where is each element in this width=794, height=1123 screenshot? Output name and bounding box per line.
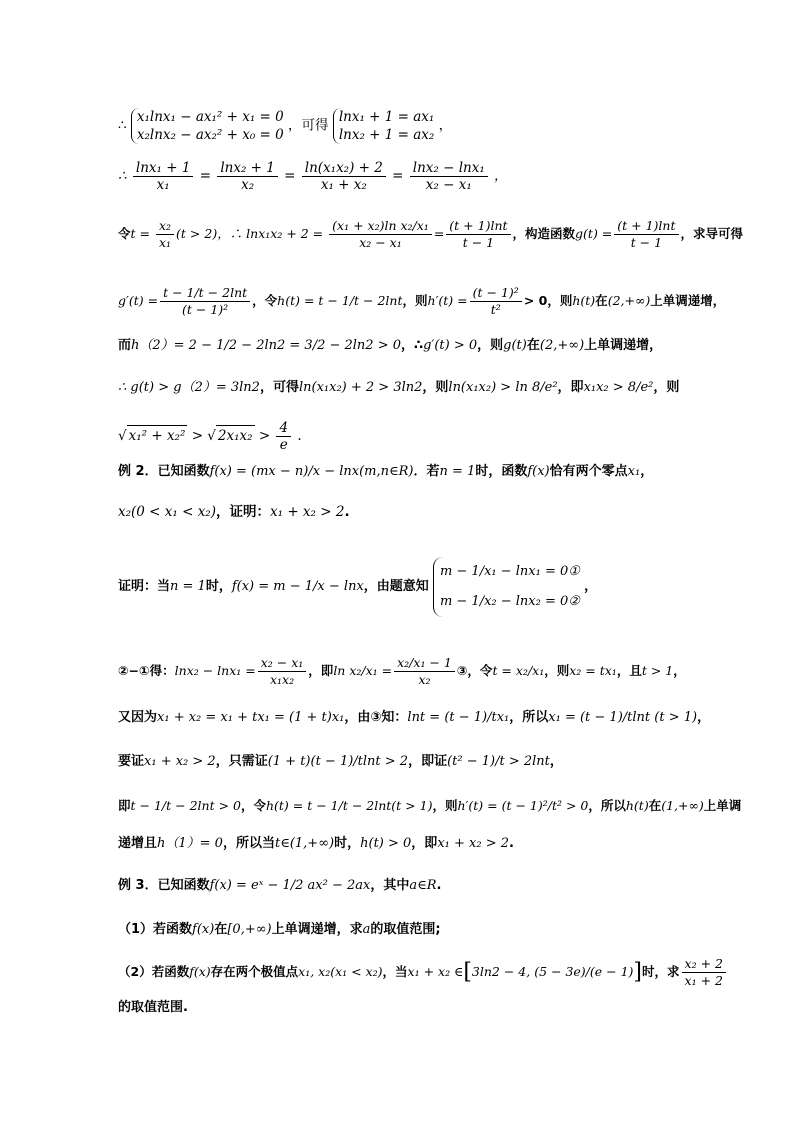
system-row-2: m − 1/x₂ − lnx₂ = 0② xyxy=(439,593,580,609)
text: 在 xyxy=(526,338,540,353)
denominator: t² xyxy=(490,302,501,317)
text: 上单调递增， xyxy=(584,338,663,353)
math: h(t) = t − 1/t − 2lnt xyxy=(277,293,403,308)
numerator: x₂ xyxy=(156,218,174,235)
numerator: t − 1/t − 2lnt xyxy=(160,285,250,302)
math: = xyxy=(433,226,445,241)
math: f(x) xyxy=(192,922,215,937)
math: f(x) = eˣ − 1/2 ax² − 2ax xyxy=(209,878,371,893)
text: 而 xyxy=(118,338,132,353)
math: (2,+∞) xyxy=(607,293,651,308)
math: ln(x₁x₂) + 2 > 3ln2 xyxy=(298,380,423,395)
denominator: (t − 1)² xyxy=(182,302,229,317)
greater-than: > xyxy=(191,428,203,444)
fraction xyxy=(160,285,250,318)
math: x₁ + x₂ > 2 xyxy=(144,754,216,769)
text: ，则 xyxy=(544,663,570,678)
numerator: (x₁ + x₂)ln x₂/x₁ xyxy=(329,218,432,235)
text: ，所以当 xyxy=(222,836,275,851)
therefore: ∴ xyxy=(118,168,127,184)
line-8 xyxy=(118,462,734,482)
text: ， xyxy=(549,754,563,769)
text: ，可得 xyxy=(288,117,329,134)
text: . xyxy=(508,836,514,851)
text: ，构造函数 xyxy=(512,226,576,241)
text: > 0，则 xyxy=(523,293,573,308)
math: x₁ + x₂ = x₁ + tx₁ = (1 + t)x₁ xyxy=(157,710,345,725)
text: 又因为 xyxy=(118,710,158,725)
numerator: x₂ + 2 xyxy=(682,956,726,973)
math: (t > 2)，∴ lnx₁x₂ + 2 = xyxy=(176,226,324,241)
fraction xyxy=(682,956,726,989)
text: ②−①得： xyxy=(118,663,175,678)
denominator: x₂ − x₁ xyxy=(425,177,472,193)
fraction xyxy=(446,218,510,251)
text: 令 xyxy=(118,226,131,241)
denominator: x₁ xyxy=(158,235,172,250)
line-17 xyxy=(118,920,734,940)
text: ，则 xyxy=(422,380,449,395)
math: x₂ = tx₁ xyxy=(569,663,617,678)
math: x₁, x₂(x₁ < x₂) xyxy=(298,964,383,979)
math: (1,+∞) xyxy=(661,798,704,813)
denominator: x₂ xyxy=(241,177,255,193)
period: . xyxy=(297,428,302,444)
numerator: lnx₂ + 1 xyxy=(217,160,278,177)
example-heading: 例 2．已知函数 xyxy=(118,464,210,479)
text: 要证 xyxy=(118,754,145,769)
line-9 xyxy=(118,502,734,522)
fraction xyxy=(410,160,488,193)
greater-than: > xyxy=(258,428,271,444)
text: 上单调 xyxy=(703,798,742,813)
math: h(t) = t − 1/t − 2lnt(t > 1) xyxy=(265,798,433,813)
text: ，由题意知 xyxy=(363,579,429,594)
math: h′(t) = (t − 1)²/t² > 0 xyxy=(457,798,589,813)
math: h(t) xyxy=(625,798,649,813)
text: 时，求 xyxy=(642,964,680,979)
right-bracket: ] xyxy=(633,959,643,985)
numerator: x₂/x₁ − 1 xyxy=(394,655,455,672)
text: ，∴ xyxy=(401,338,424,353)
numerator: (t + 1)lnt xyxy=(614,218,678,235)
example-heading: 例 3．已知函数 xyxy=(118,878,210,893)
math: t − 1/t − 2lnt > 0 xyxy=(130,798,241,813)
math: t > 1 xyxy=(641,663,674,678)
text: ，且 xyxy=(616,663,642,678)
text: ，可得 xyxy=(259,380,299,395)
fraction xyxy=(329,218,432,251)
math: x₂(0 < x₁ < x₂) xyxy=(118,504,216,520)
text: 的取值范围; xyxy=(370,922,441,937)
text: ，证明： xyxy=(216,504,270,520)
text: 时，函数 xyxy=(475,464,528,479)
math: lnx₂ − lnx₁ = xyxy=(174,663,256,678)
text: ， xyxy=(640,464,654,479)
sqrt-sign: √ xyxy=(207,428,216,444)
line-11 xyxy=(118,655,734,688)
line-7 xyxy=(118,420,734,453)
math: t∈(1,+∞) xyxy=(274,836,335,851)
line-6 xyxy=(118,378,734,398)
denominator: t − 1 xyxy=(462,235,495,250)
text: 即 xyxy=(118,798,131,813)
radicand: 2x₁x₂ xyxy=(216,425,255,446)
left-bracket: [ xyxy=(463,959,472,985)
line-5 xyxy=(118,336,734,356)
equation-system xyxy=(433,557,580,617)
text: ，所以 xyxy=(509,710,549,725)
math: x₁ xyxy=(627,464,641,479)
fraction xyxy=(133,160,194,193)
text: 恰有两个零点 xyxy=(549,464,628,479)
line-10 xyxy=(118,546,734,628)
text: ，即 xyxy=(557,380,584,395)
math: f(x) = (mx − n)/x − lnx(m,n∈R) xyxy=(209,464,414,479)
denominator: e xyxy=(279,437,288,453)
text: ，即 xyxy=(308,663,334,678)
fraction xyxy=(276,420,291,453)
math: n = 1 xyxy=(170,579,206,594)
text: ，则 xyxy=(432,798,458,813)
text: （2）若函数 xyxy=(118,964,190,979)
system-b-row-2: lnx₂ + 1 = ax₂ xyxy=(338,127,435,143)
numerator: lnx₁ + 1 xyxy=(133,160,194,177)
math: x₁ + x₂ > 2 xyxy=(270,504,345,520)
numerator: (t + 1)lnt xyxy=(446,218,510,235)
text: ， xyxy=(438,117,453,134)
text: ，求导可得 xyxy=(680,226,744,241)
math: g(t) xyxy=(503,338,527,353)
text: ，其中 xyxy=(370,878,410,893)
therefore: ∴ xyxy=(118,117,127,134)
math: x₁ + x₂ ∈ xyxy=(407,964,464,979)
text: ，则 xyxy=(653,380,680,395)
math: x₁ = (t − 1)/tlnt (t > 1) xyxy=(548,710,698,725)
math: ln x₂/x₁ = xyxy=(333,663,393,678)
text: ，即 xyxy=(411,836,438,851)
numerator: (t − 1)² xyxy=(470,285,522,302)
math: g(t) = xyxy=(575,226,613,241)
text: （1）若函数 xyxy=(118,922,193,937)
line-19 xyxy=(118,998,734,1018)
math: t = x₂/x₁ xyxy=(492,663,545,678)
math: x₁ + x₂ > 2 xyxy=(437,836,509,851)
radicand: x₁² + x₂² xyxy=(127,425,188,446)
fraction xyxy=(470,285,522,318)
equation-system-b xyxy=(333,108,435,144)
math: h(t) xyxy=(572,293,596,308)
text: ，由③知： xyxy=(344,710,408,725)
denominator: x₁x₂ xyxy=(269,672,295,687)
fraction xyxy=(156,218,174,251)
text: ， xyxy=(494,168,508,184)
text: ，当 xyxy=(382,964,408,979)
line-1 xyxy=(118,108,734,144)
math: h(t) > 0 xyxy=(360,836,412,851)
math: [0,+∞) xyxy=(227,922,272,937)
math: n = 1 xyxy=(439,464,476,479)
math: h′(t) = xyxy=(427,293,468,308)
numerator: 4 xyxy=(276,420,291,437)
math: a xyxy=(362,922,371,937)
line-2 xyxy=(118,160,734,193)
text: ③，令 xyxy=(456,663,493,678)
sqrt-sign: √ xyxy=(118,428,127,444)
text: 在 xyxy=(214,922,228,937)
fraction xyxy=(394,655,455,688)
math: (t² − 1)/t > 2lnt xyxy=(447,754,550,769)
text: ，则 xyxy=(402,293,428,308)
text: 递增且 xyxy=(118,836,158,851)
math: f(x) xyxy=(189,964,211,979)
fraction xyxy=(302,160,386,193)
denominator: x₂ − x₁ xyxy=(359,235,402,250)
text: ，即证 xyxy=(408,754,448,769)
line-13 xyxy=(118,752,734,772)
math: (2,+∞) xyxy=(539,338,585,353)
equation-system-a xyxy=(131,108,284,144)
fraction xyxy=(258,655,307,688)
text: 上单调递增， xyxy=(650,293,726,308)
system-b-row-1: lnx₁ + 1 = ax₁ xyxy=(338,109,435,125)
math: h（2）= 2 − 1/2 − 2ln2 = 3/2 − 2ln2 > 0 xyxy=(131,338,402,353)
math: h（1）= 0 xyxy=(157,836,223,851)
denominator: t − 1 xyxy=(630,235,663,250)
line-4 xyxy=(118,285,734,318)
text: 证明：当 xyxy=(118,579,171,594)
line-3 xyxy=(118,218,744,251)
text: ， xyxy=(697,710,711,725)
text: 上单调递增，求 xyxy=(271,922,363,937)
math: g′(t) > 0 xyxy=(423,338,478,353)
numerator: lnx₂ − lnx₁ xyxy=(410,160,488,177)
system-a-row-2: x₂lnx₂ − ax₂² + x₀ = 0 xyxy=(136,127,284,143)
math: a∈R xyxy=(409,878,437,893)
line-14 xyxy=(118,796,742,816)
denominator: x₁ xyxy=(156,177,170,193)
numerator: ln(x₁x₂) + 2 xyxy=(302,160,386,177)
math: t = xyxy=(130,226,150,241)
line-15 xyxy=(118,834,734,854)
fraction xyxy=(614,218,678,251)
text: 在 xyxy=(595,293,608,308)
math: ∴ g(t) > g（2）= 3ln2 xyxy=(118,380,260,395)
equals: = xyxy=(284,168,296,184)
text: 的取值范围. xyxy=(118,1000,188,1015)
math: 3ln2 − 4, (5 − 3e)/(e − 1) xyxy=(471,964,634,979)
text: 时， xyxy=(205,579,232,594)
text: 在 xyxy=(648,798,662,813)
text: 时， xyxy=(334,836,361,851)
numerator: x₂ − x₁ xyxy=(258,655,307,672)
text: . xyxy=(344,504,350,520)
equals: = xyxy=(392,168,404,184)
system-row-1: m − 1/x₁ − lnx₁ = 0① xyxy=(439,563,580,579)
text: 存在两个极值点 xyxy=(210,964,299,979)
line-12 xyxy=(118,708,734,728)
fraction xyxy=(217,160,278,193)
math: g′(t) = xyxy=(118,293,159,308)
text: ， xyxy=(673,663,686,678)
math: f(x) = m − 1/x − lnx xyxy=(231,579,364,594)
math: ln(x₁x₂) > ln 8/e² xyxy=(448,380,558,395)
math: (1 + t)(t − 1)/tlnt > 2 xyxy=(267,754,409,769)
text: ，令 xyxy=(252,293,278,308)
math: f(x) xyxy=(527,464,550,479)
text: ．若 xyxy=(413,464,440,479)
denominator: x₁ + 2 xyxy=(684,973,723,988)
text: ，只需证 xyxy=(215,754,268,769)
text: ，则 xyxy=(477,338,504,353)
text: ， xyxy=(584,579,598,594)
math: x₁x₂ > 8/e² xyxy=(583,380,654,395)
text: . xyxy=(436,878,442,893)
denominator: x₁ + x₂ xyxy=(320,177,367,193)
denominator: x₂ xyxy=(418,672,431,687)
line-18 xyxy=(118,954,734,991)
system-a-row-1: x₁lnx₁ − ax₁² + x₁ = 0 xyxy=(136,109,284,125)
line-16 xyxy=(118,876,734,896)
text: ，令 xyxy=(240,798,266,813)
text: ，所以 xyxy=(588,798,626,813)
math: lnt = (t − 1)/tx₁ xyxy=(407,710,510,725)
equals: = xyxy=(199,168,212,184)
